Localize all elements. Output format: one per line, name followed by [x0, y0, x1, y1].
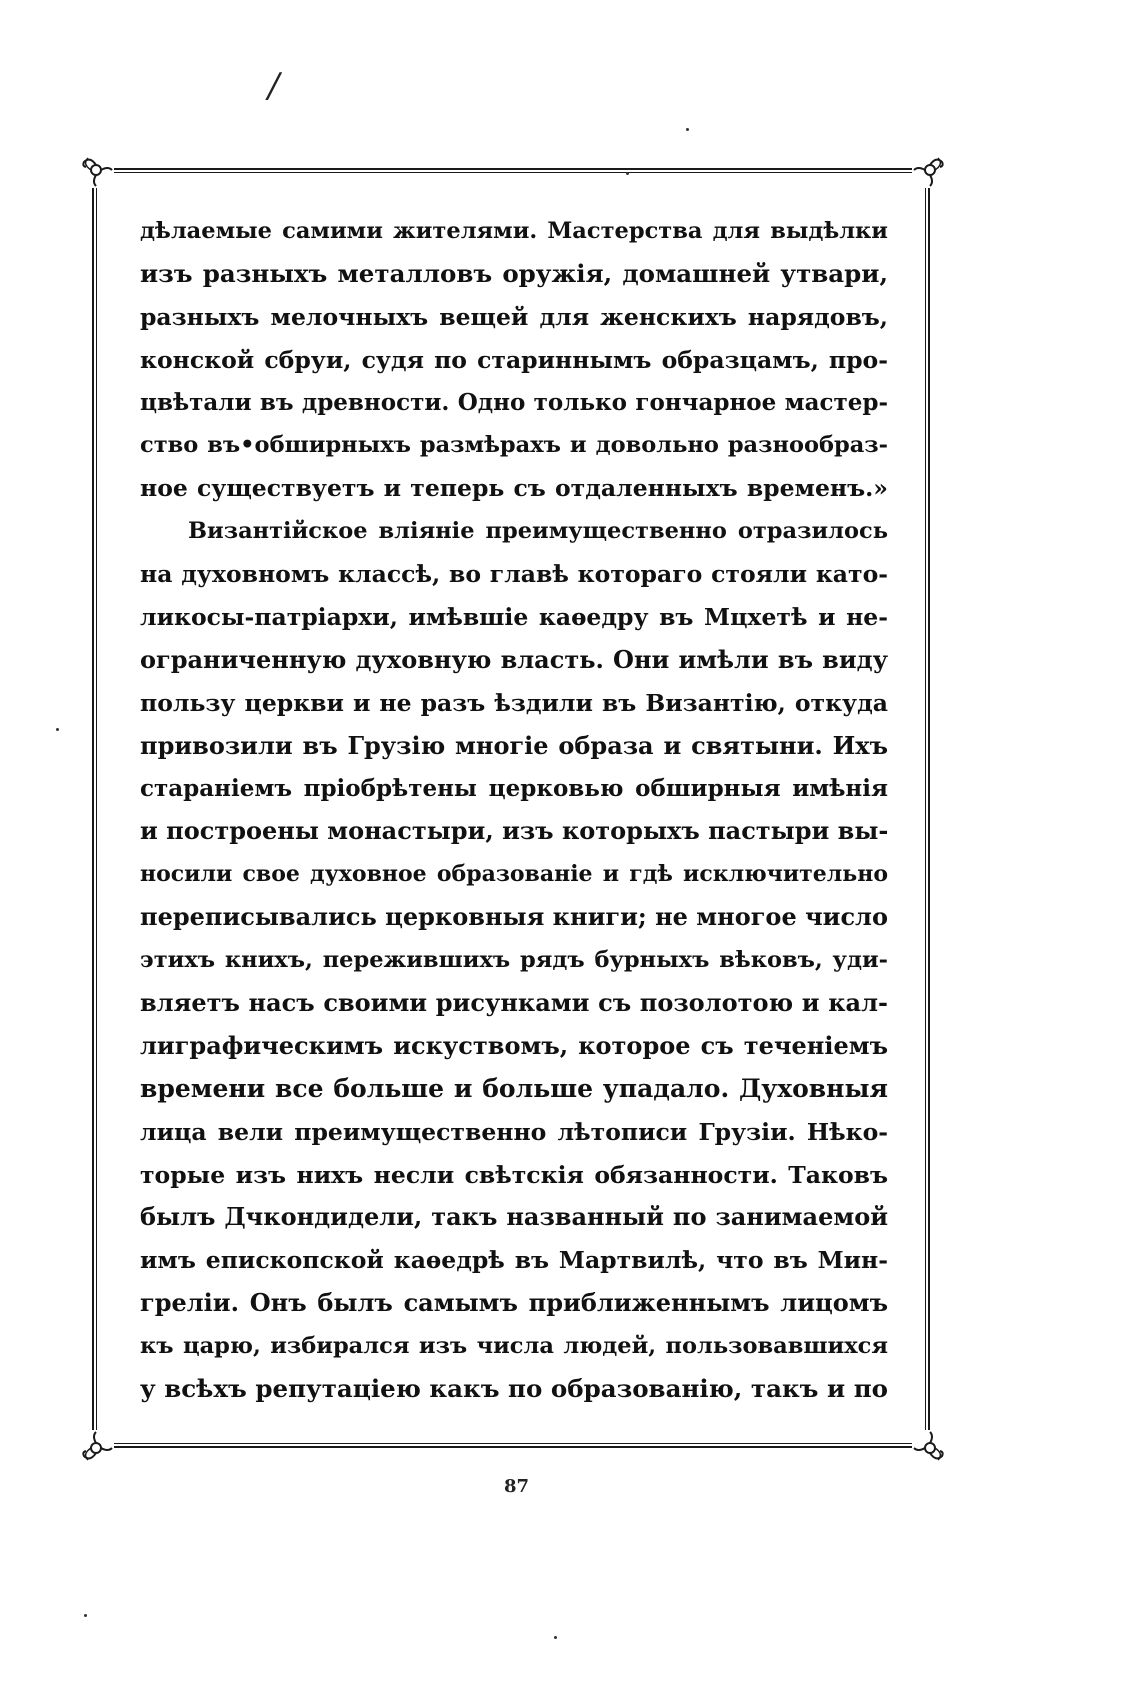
- text-line: разныхъ мелочныхъ вещей для женскихъ нарядовъ,: [140, 302, 888, 331]
- text-line: имъ епископской каѳедрѣ въ Мартвилѣ, что въ Мин-: [140, 1246, 888, 1275]
- text-line: цвѣтали въ древности. Одно только гончарное мастер-: [140, 388, 888, 416]
- text-line: вляетъ насъ своими рисунками съ позолотою и кал-: [140, 988, 888, 1018]
- pencil-mark: /: [268, 66, 280, 106]
- text-line: носили свое духовное образованіе и гдѣ исключительно: [140, 861, 888, 888]
- text-line: дѣлаемые самими жителями. Мастерства для выдѣлки: [140, 218, 888, 244]
- text-line: ликосы-патріархи, имѣвшіе каѳедру въ Мцхетѣ и не-: [140, 603, 888, 632]
- corner-ornament-icon: [78, 1430, 114, 1466]
- text-line: греліи. Онъ былъ самымъ приближеннымъ лицомъ: [140, 1288, 888, 1318]
- text-line: былъ Дчкондидели, такъ названный по занимаемой: [140, 1202, 888, 1232]
- text-line: ство въ•обширныхъ размѣрахъ и довольно разнообраз-: [140, 432, 888, 459]
- print-speck: [626, 172, 629, 175]
- text-line: этихъ книхъ, пережившихъ рядъ бурныхъ вѣковъ, уди-: [140, 947, 888, 974]
- text-line: пользу церкви и не разъ ѣздили въ Византію, откуда: [140, 688, 888, 717]
- text-line: лиграфическимъ искуствомъ, которое съ теченіемъ: [140, 1030, 888, 1060]
- page-number: 87: [503, 1476, 530, 1497]
- text-line: и построены монастыри, изъ которыхъ пастыри вы-: [140, 816, 888, 846]
- corner-ornament-icon: [78, 152, 114, 188]
- text-line: торые изъ нихъ несли свѣтскія обязанности. Таковъ: [140, 1160, 888, 1189]
- text-line: ное существуетъ и теперь съ отдаленныхъ временъ.»: [140, 474, 888, 503]
- text-line: переписывались церковныя книги; не многое число: [140, 902, 888, 932]
- corner-ornament-icon: [912, 152, 948, 188]
- corner-ornament-icon: [912, 1430, 948, 1466]
- text-line: Византійское вліяніе преимущественно отразилось: [188, 518, 888, 545]
- body-text: [140, 210, 888, 1411]
- text-line: привозили въ Грузію многіе образа и святыни. Ихъ: [140, 730, 888, 760]
- text-line: на духовномъ классѣ, во главѣ котораго стояли като-: [140, 560, 888, 589]
- text-line: изъ разныхъ металловъ оружія, домашней утвари,: [140, 258, 888, 288]
- text-line: у всѣхъ репутаціею какъ по образованію, такъ и по: [140, 1374, 888, 1404]
- print-speck: [56, 728, 59, 731]
- text-line: къ царю, избирался изъ числа людей, пользовавшихся: [140, 1333, 888, 1360]
- text-line: конской сбруи, судя по стариннымъ образцамъ, про-: [140, 345, 888, 374]
- print-speck: [554, 1636, 557, 1639]
- text-line: лица вели преимущественно лѣтописи Грузіи. Нѣко-: [140, 1117, 888, 1146]
- print-speck: [84, 1614, 87, 1617]
- text-line: ограниченную духовную власть. Они имѣли въ виду: [140, 644, 888, 674]
- text-line: времени все больше и больше упадало. Духовныя: [140, 1073, 888, 1103]
- print-speck: [686, 128, 689, 131]
- text-line: стараніемъ пріобрѣтены церковью обширныя имѣнія: [140, 774, 888, 802]
